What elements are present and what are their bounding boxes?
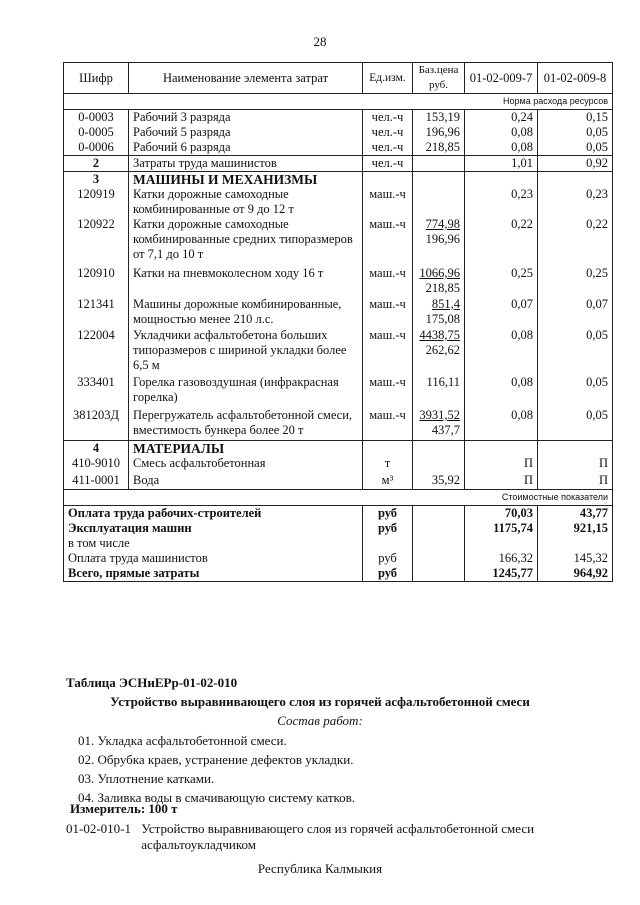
header-name: Наименование элемента затрат <box>129 63 363 94</box>
total-value: 1245,77 <box>465 566 538 582</box>
cell-unit: маш.-ч <box>363 328 413 375</box>
cell-value: 0,05 <box>538 140 613 156</box>
cell-price: 116,11 <box>413 375 465 408</box>
cell-unit: чел.-ч <box>363 110 413 126</box>
total-name: Оплата труда рабочих-строителей <box>64 506 363 522</box>
price-upper: 3931,52 <box>419 408 460 422</box>
cell-value: 0,08 <box>465 375 538 408</box>
header-col-7: 01-02-009-7 <box>465 63 538 94</box>
item-name: Устройство выравнивающего слоя из горячей асфальтобетонной смеси асфальтоукладчиком <box>141 821 535 852</box>
cell-name: Рабочий 3 разряда <box>129 110 363 126</box>
total-row <box>64 521 613 536</box>
header-code: Шифр <box>64 63 129 94</box>
cell-code: 121341 <box>64 297 129 328</box>
cell-value: 0,05 <box>538 328 613 375</box>
cell-name: Машины дорожные комбинированные, мощностью менее 210 л.с. <box>129 297 363 328</box>
cell-name: Рабочий 5 разряда <box>129 125 363 140</box>
cell-price <box>413 456 465 473</box>
cell-value: П <box>465 456 538 473</box>
section-number: 4 <box>64 440 129 456</box>
cell-unit: маш.-ч <box>363 217 413 266</box>
total-value: 145,32 <box>538 551 613 566</box>
table-row <box>64 328 613 375</box>
cell-code: 122004 <box>64 328 129 375</box>
table-row <box>64 408 613 440</box>
cell-name: Перегружатель асфальтобетонной смеси, вместимость бункера более 20 т <box>129 408 363 440</box>
price-lower: 262,62 <box>425 343 460 357</box>
cell-unit: маш.-ч <box>363 408 413 440</box>
total-row <box>64 566 613 582</box>
cell-code: 381203Д <box>64 408 129 440</box>
cell-unit: маш.-ч <box>363 266 413 297</box>
cost-label: Стоимостные показатели <box>64 490 613 506</box>
price-lower: 218,85 <box>425 281 460 295</box>
total-name: Эксплуатация машин <box>64 521 363 536</box>
total-unit: руб <box>363 506 413 522</box>
cell-unit: т <box>363 456 413 473</box>
table-row <box>64 375 613 408</box>
total-row <box>64 506 613 522</box>
cell-price <box>413 297 465 328</box>
cell-code: 120922 <box>64 217 129 266</box>
section-row <box>64 440 613 456</box>
total-value: 1175,74 <box>465 521 538 536</box>
total-name: Оплата труда машинистов <box>64 551 363 566</box>
price-lower: 175,08 <box>425 312 460 326</box>
cell-name: Горелка газовоздушная (инфракрасная горелка) <box>129 375 363 408</box>
cell-value: 0,07 <box>538 297 613 328</box>
total-unit: руб <box>363 551 413 566</box>
cell-name: Катки на пневмоколесном ходу 16 т <box>129 266 363 297</box>
total-row <box>64 551 613 566</box>
total-name: в том числе <box>64 536 363 551</box>
table-header-row <box>64 63 613 94</box>
table-row <box>64 187 613 217</box>
table-row <box>64 473 613 490</box>
resource-table <box>63 62 613 582</box>
header-base-price: Баз.цена руб. <box>413 63 465 94</box>
cell-value: 0,08 <box>465 328 538 375</box>
price-lower: 437,7 <box>431 423 460 437</box>
price-upper: 1066,96 <box>419 266 460 280</box>
cell-value: 0,23 <box>538 187 613 217</box>
list-item: 01. Укладка асфальтобетонной смеси. <box>78 733 287 748</box>
cell-name: Катки дорожные самоходные комбинированные средних типоразмеров от 7,1 до 10 т <box>129 217 363 266</box>
cell-value: 0,05 <box>538 375 613 408</box>
cell-code: 410-9010 <box>64 456 129 473</box>
norma-label: Норма расхода ресурсов <box>64 94 613 110</box>
header-unit: Ед.изм. <box>363 63 413 94</box>
cell-price <box>413 328 465 375</box>
page-footer: Республика Калмыкия <box>257 861 383 876</box>
list-item: 03. Уплотнение катками. <box>78 771 215 786</box>
table-row <box>64 297 613 328</box>
cell-code: 0-0006 <box>64 140 129 156</box>
cell-value: 0,07 <box>465 297 538 328</box>
cell-unit: чел.-ч <box>363 140 413 156</box>
total-row <box>64 536 613 551</box>
section-name: Затраты труда машинистов <box>129 156 363 172</box>
total-value: 43,77 <box>538 506 613 522</box>
cell-value: 1,01 <box>465 156 538 172</box>
cell-value: 0,15 <box>538 110 613 126</box>
cell-unit: маш.-ч <box>363 297 413 328</box>
cell-price <box>413 266 465 297</box>
cell-value: 0,24 <box>465 110 538 126</box>
cell-unit: чел.-ч <box>363 125 413 140</box>
cell-price: 35,92 <box>413 473 465 490</box>
table-title: Таблица ЭСНиЕРр-01-02-010 <box>66 675 238 690</box>
cell-value: 0,25 <box>465 266 538 297</box>
cell-price <box>413 187 465 217</box>
total-unit: руб <box>363 521 413 536</box>
cell-value: 0,22 <box>465 217 538 266</box>
cell-value: 0,05 <box>538 408 613 440</box>
cell-unit: м³ <box>363 473 413 490</box>
cell-value: П <box>538 473 613 490</box>
cell-name: Катки дорожные самоходные комбинированные от 9 до 12 т <box>129 187 363 217</box>
table-row <box>64 140 613 156</box>
price-lower: 196,96 <box>425 232 460 246</box>
item-code-line <box>66 821 551 853</box>
item-code: 01-02-010-1 <box>66 821 131 836</box>
cell-value: 0,23 <box>465 187 538 217</box>
section-number: 2 <box>64 156 129 172</box>
price-upper: 851,4 <box>431 297 460 311</box>
cell-code: 0-0005 <box>64 125 129 140</box>
cell-name: Смесь асфальтобетонная <box>129 456 363 473</box>
section-name: МАШИНЫ И МЕХАНИЗМЫ <box>129 172 363 188</box>
cell-value: П <box>465 473 538 490</box>
cell-name: Рабочий 6 разряда <box>129 140 363 156</box>
cell-unit: маш.-ч <box>363 375 413 408</box>
total-unit: руб <box>363 566 413 582</box>
page-number: 28 <box>313 34 327 49</box>
price-upper: 4438,75 <box>419 328 460 342</box>
measure-unit: Измеритель: 100 т <box>70 801 178 816</box>
section-number: 3 <box>64 172 129 188</box>
table-row <box>64 456 613 473</box>
cell-value: 0,92 <box>538 156 613 172</box>
total-value: 921,15 <box>538 521 613 536</box>
cell-code: 333401 <box>64 375 129 408</box>
section-row <box>64 172 613 188</box>
table-row <box>64 266 613 297</box>
list-item: 02. Обрубка краев, устранение дефектов укладки. <box>78 752 354 767</box>
price-upper: 774,98 <box>425 217 460 231</box>
works-list <box>78 731 355 807</box>
section-row <box>64 156 613 172</box>
list-item: 04. Заливка воды в смачивающую систему катков. <box>78 790 356 805</box>
cell-price: 218,85 <box>413 140 465 156</box>
section-name: МАТЕРИАЛЫ <box>129 440 363 456</box>
total-value: 964,92 <box>538 566 613 582</box>
cell-price: 196,96 <box>413 125 465 140</box>
cell-name: Укладчики асфальтобетона больших типоразмеров с шириной укладки более 6,5 м <box>129 328 363 375</box>
cell-code: 120910 <box>64 266 129 297</box>
cell-name: Вода <box>129 473 363 490</box>
works-label: Состав работ: <box>277 713 363 728</box>
total-value: 70,03 <box>465 506 538 522</box>
cell-code: 411-0001 <box>64 473 129 490</box>
total-value: 166,32 <box>465 551 538 566</box>
total-name: Всего, прямые затраты <box>64 566 363 582</box>
cell-value: 0,08 <box>465 125 538 140</box>
cell-value: 0,08 <box>465 408 538 440</box>
cell-unit: маш.-ч <box>363 187 413 217</box>
cell-value: 0,22 <box>538 217 613 266</box>
table-row <box>64 217 613 266</box>
cell-code: 120919 <box>64 187 129 217</box>
cell-value: П <box>538 456 613 473</box>
cell-value: 0,25 <box>538 266 613 297</box>
cell-price: 153,19 <box>413 110 465 126</box>
cell-code: 0-0003 <box>64 110 129 126</box>
section-subtitle: Устройство выравнивающего слоя из горячей асфальтобетонной смеси <box>110 694 530 709</box>
cell-unit: чел.-ч <box>363 156 413 172</box>
cell-value: 0,05 <box>538 125 613 140</box>
cell-price <box>413 217 465 266</box>
table-row <box>64 110 613 126</box>
header-col-8: 01-02-009-8 <box>538 63 613 94</box>
table-row <box>64 125 613 140</box>
cell-value: 0,08 <box>465 140 538 156</box>
cell-price <box>413 408 465 440</box>
